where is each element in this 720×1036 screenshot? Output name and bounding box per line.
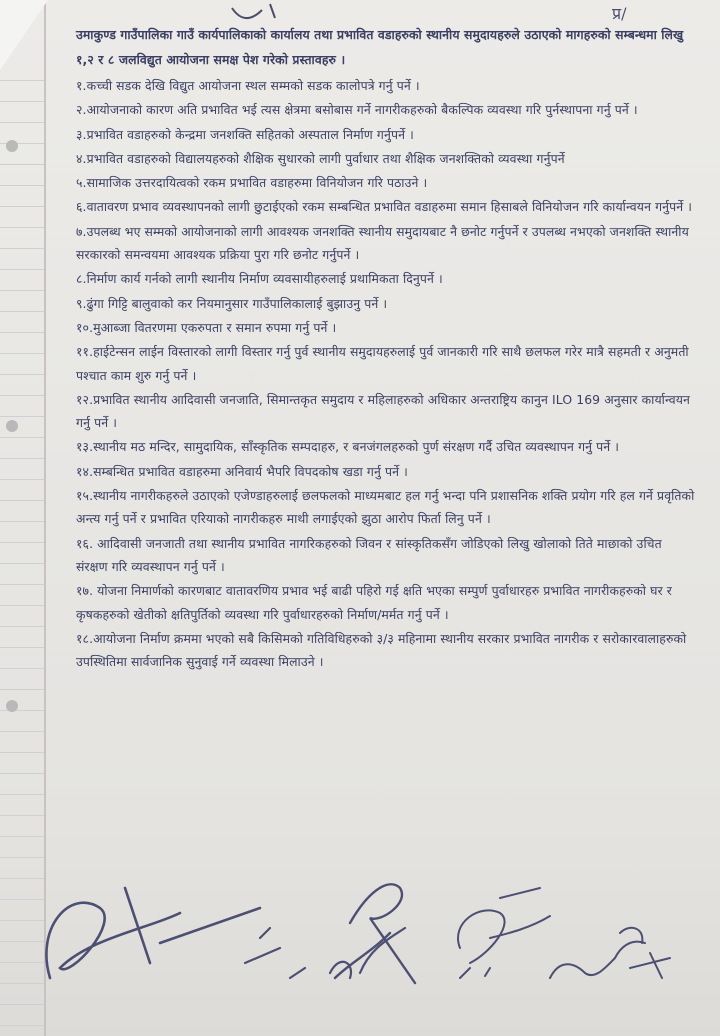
binding-hole xyxy=(6,700,18,712)
list-item: ५.सामाजिक उत्तरदायित्वको रकम प्रभावित वडाहरुमा विनियोजन गरि पठाउने । xyxy=(76,175,428,191)
signature xyxy=(550,928,670,978)
list-item: १.कच्ची सडक देखि विद्युत आयोजना स्थल सम्मको सडक कालोपत्रे गर्नु पर्ने । xyxy=(76,78,420,93)
signature xyxy=(46,888,260,978)
list-item: १२.प्रभावित स्थानीय आदिवासी जनजाति, सिमान्तकृत समुदाय र महिलाहरुको अधिकार अन्तराष्ट्रिय कानुन ILO 169 अनुसार कार्यान्वयन गर्नु पर्ने । xyxy=(76,391,691,431)
document-body xyxy=(76,22,696,673)
document-title: उमाकुण्ड गाउँपालिका गाउँ कार्यपालिकाको कार्यालय तथा प्रभावित वडाहरुको स्थानीय समुदायहरुले उठाएको मागहरुको सम्बन्धमा लिखु १,२ र ८ जलविद्युत आयोजना समक्ष पेश गरेको प्रस्तावहरु । xyxy=(76,27,684,67)
binding-hole xyxy=(6,140,18,152)
list-item: ११.हाईटेन्सन लाईन विस्तारको लागी विस्तार गर्नु पुर्व स्थानीय समुदायहरुलाई पुर्व जानकारी गरि साथै छलफल गरेर मात्रै सहमती र अनुमती पश्चात काम शुरु गर्नु पर्ने । xyxy=(76,344,689,383)
list-item: १८.आयोजना निर्माण क्रममा भएको सबै किसिमको गतिविधिहरुको ३/३ महिनामा स्थानीय सरकार प्रभावित नागरीक र सरोकारवालाहरुको उपस्थितिमा सार्वजानिक सुनुवाई गर्ने व्यवस्था मिलाउने । xyxy=(76,630,687,670)
list-item: ४.प्रभावित वडाहरुको विद्यालयहरुको शैक्षिक सुधारको लागी पुर्वाधार तथा शैक्षिक जनशक्तिको व्यवस्था गर्नुपर्ने xyxy=(76,150,565,166)
signature xyxy=(335,884,415,983)
list-item: ६.वातावरण प्रभाव व्यवस्थापनको लागी छुटाईएको रकम सम्बन्धित प्रभावित वडाहरुमा समान हिसाबले विनियोजन गरि कार्यान्वयन गर्नुपर्ने । xyxy=(76,199,693,215)
list-item: ७.उपलब्ध भए सम्मको आयोजनाको लागी आवश्यक जनशक्ति स्थानीय समुदायबाट नै छनोट गर्नुपर्ने र उपलब्ध नभएको जनशक्ति स्थानीय सरकारको समन्वयमा आवश्यक प्रक्रिया पुरा गरि छनोट गर्नुपर्ने । xyxy=(76,223,689,263)
list-item: १३.स्थानीय मठ मन्दिर, सामुदायिक, साँस्कृतिक सम्पदाहरु, र बनजंगलहरुको पुर्ण संरक्षण गर्दै उचित व्यवस्थापन गर्नु पर्ने । xyxy=(76,439,620,455)
list-item: १७. योजना निमार्णको कारणबाट वातावरणिय प्रभाव भई बाढी पहिरो गई क्षति भएका सम्पुर्ण पुर्वाधारहरु प्रभावित नागरीकहरुको घर र कृषकहरुको खेतीको क्षतिपुर्तिको व्यवस्था गरि पुर्वाधारहरुको निर्माण/मर्मत गर्नु पर्ने । xyxy=(76,583,672,622)
top-note: प्र/ xyxy=(612,4,627,23)
list-item: ९.ढुंगा गिट्टि बालुवाको कर नियमानुसार गाउँपालिकालाई बुझाउनु पर्ने । xyxy=(76,295,388,311)
signature xyxy=(458,888,550,978)
list-item: १५.स्थानीय नागरीकहरुले उठाएको एजेण्डाहरुलाई छलफलको माध्यमबाट हल गर्नु भन्दा पनि प्रशासनिक शक्ति प्रयोग गरि हल गर्ने प्रवृतिको अन्त्य गर्नु पर्ने र प्रभावित एरियाको नागरीकहरु माथी लगाईएको झुठा आरोप फिर्ता लिनु पर्ने । xyxy=(76,488,695,527)
list-item: १६. आदिवासी जनजाती तथा स्थानीय प्रभावित नागरिकहरुको जिवन र सांस्कृतिकसँग जोडिएको लिखु खोलाको तिते माछाको उचित संरक्षण गरि व्यवस्थापन गर्नु पर्ने । xyxy=(76,535,662,574)
signatures xyxy=(30,868,710,1018)
list-item: २.आयोजनाको कारण अति प्रभावित भई त्यस क्षेत्रमा बसोबास गर्ने नागरीकहरुको बैकल्पिक व्यवस्था गरि पुर्नस्थापना गर्नु पर्ने । xyxy=(76,102,638,118)
list-item: ३.प्रभावित वडाहरुको केन्द्रमा जनशक्ति सहितको अस्पताल निर्माण गर्नुपर्ने । xyxy=(76,126,414,142)
list-item: १०.मुआब्जा वितरणमा एकरुपता र समान रुपमा गर्नु पर्ने । xyxy=(76,319,337,335)
list-item: १४.सम्बन्धित प्रभावित वडाहरुमा अनिवार्य भैपरि विपदकोष खडा गर्नु पर्ने । xyxy=(76,463,408,479)
list-item: ८.निर्माण कार्य गर्नको लागी स्थानीय निर्माण व्यवसायीहरुलाई प्रथामिकता दिनुपर्ने । xyxy=(76,271,443,287)
binding-hole xyxy=(6,420,18,432)
